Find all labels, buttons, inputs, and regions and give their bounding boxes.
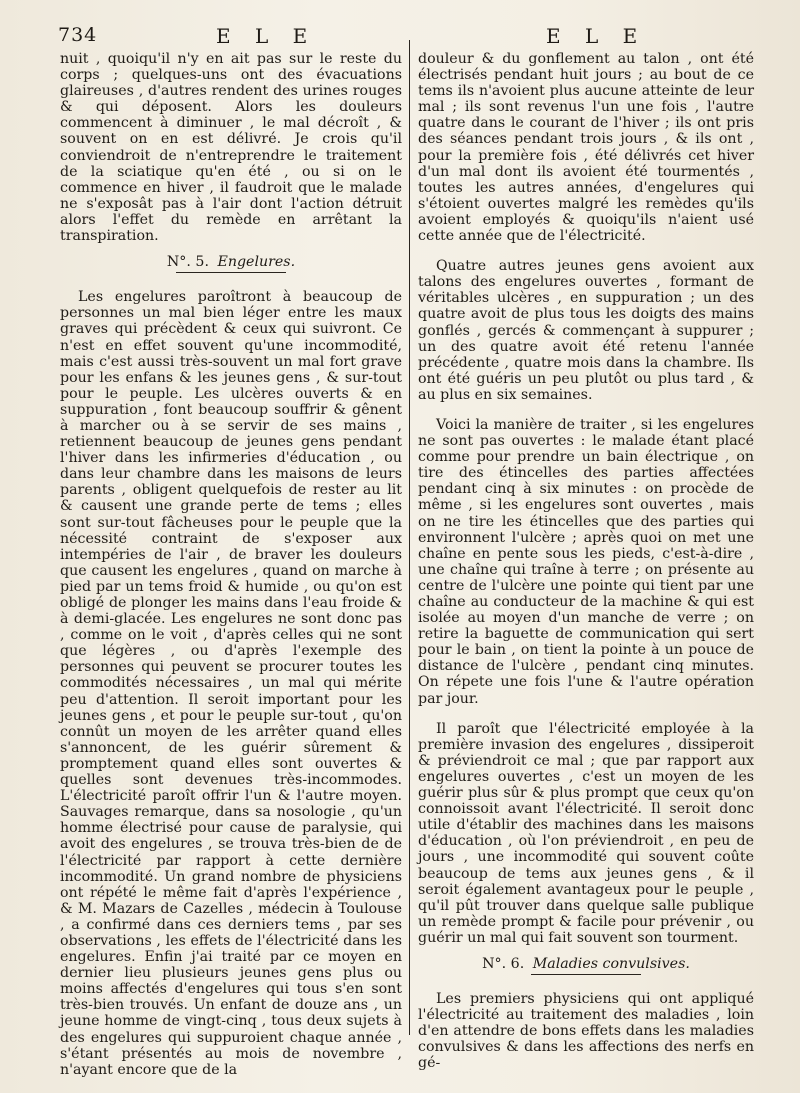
section-title: Engelures.: [217, 254, 296, 271]
running-head-right: E L E: [546, 24, 647, 48]
paragraph-gap: [418, 244, 754, 258]
section-heading-5: [60, 254, 402, 273]
section-title: Maladies convulsives.: [532, 955, 690, 972]
running-head-left: E L E: [216, 24, 317, 48]
left-column: [60, 51, 402, 1078]
paragraph-gap: [418, 707, 754, 721]
paragraph: Les premiers physiciens qui ont appliqué l'électricité au traitement des maladies , loin d'en attendre de bons effets dans les maladies convulsives & dans les affections des nerfs en gé-: [418, 991, 754, 1072]
paragraph: Les engelures paroîtront à beaucoup de personnes un mal bien léger entre les maux graves qui précèdent & ceux qui suivront. Ce n'est en effet souvent qu'une incommodité, mais c'est aussi très-souvent un mal fort grave pour les enfans & les jeunes gens , & sur-tout pour le peuple. Les ulcères ouverts & en suppuration , font beaucoup souffrir & gênent à marcher ou à se servir de ses mains , retiennent beaucoup de jeunes gens pendant l'hiver dans les infirmeries d'éducation , ou dans leur chambre dans les maisons de leurs parents , obligent quelquefois de rester au lit & causent une grande perte de tems ; elles sont sur-tout fâcheuses pour le peuple que la nécessité contraint de s'exposer aux intempéries de l'air , de braver les douleurs que causent les engelures , quand on marche à pied par un tems froid & humide , ou qu'on est obligé de plonger les mains dans l'eau froide & à demi-glacée. Les engelures ne sont donc pas , comme on le voit , d'après celles qui ne sont que légères , ou d'après l'exemple des personnes qui peuvent se procurer toutes les commodités nécessaires , un mal qui mérite peu d'attention. Il seroit important pour les jeunes gens , et pour le peuple sur-tout , qu'on connût un moyen de les arrêter quand elles s'annoncent, de les guérir sûrement & promptement quand elles sont ouvertes & quelles sont devenues très-incommodes. L'électricité paroît offrir l'un & l'autre moyen. Sauvages remarque, dans sa nosologie , qu'un homme électrisé pour cause de paralysie, qui avoit des engelures , se trouva très-bien de de l'électricité par rapport à cette dernière incommodité. Un grand nombre de physiciens ont répété le même fait d'après l'expérience , & M. Mazars de Cazelles , médecin à Toulouse , a confirmé dans ces derniers tems , par ses observations , les effets de l'électricité dans les engelures. Enfin j'ai traité par ce moyen en dernier lieu plusieurs jeunes gens plus ou moins affectés d'engelures qui tous s'en sont très-bien trouvés. Un enfant de douze ans , un jeune homme de vingt-cinq , tous deux sujets à des engelures qui suppuroient chaque année , s'étant présentés au mois de novembre , n'ayant encore que de la: [60, 289, 402, 1078]
heading-rule: [531, 974, 641, 975]
paragraph: nuit , quoiqu'il n'y en ait pas sur le reste du corps ; quelques-uns ont des évacuations glaireuses , d'autres rendent des urines rouges & qui déposent. Alors les douleurs commencent à diminuer , le mal décroît , & souvent on en est délivré. Je crois qu'il conviendroit de n'entreprendre le traitement de la sciatique qu'en été , ou si on le commence en hiver , il faudroit que le malade ne s'exposât pas à l'air dont l'action détruit alors l'effet du remède en arrêtant la transpiration.: [60, 51, 402, 245]
section-heading-6: [418, 956, 754, 975]
paragraph: Voici la manière de traiter , si les engelures ne sont pas ouvertes : le malade étant placé comme pour prendre un bain électrique , on tire des étincelles des parties affectées pendant cinq à six minutes : on procède de même , si les engelures sont ouvertes , mais on ne tire les étincelles que des parties qui environnent l'ulcère ; après quoi on met une chaîne en pente sous les pieds, c'est-à-dire , une chaîne qui traîne à terre ; on présente au centre de l'ulcère une pointe qui tient par une chaîne au conducteur de la machine & qui est isolée au moyen d'un manche de verre ; on retire la baguette de communication qui sert pour le bain , on tient la pointe à un pouce de distance de l'ulcère , pendant cinq minutes. On répete une fois l'une & l'autre opération par jour.: [418, 416, 754, 707]
section-number: N°. 5.: [166, 254, 209, 271]
column-divider: [409, 40, 410, 1035]
page-header: [0, 22, 800, 52]
paragraph: Quatre autres jeunes gens avoient aux talons des engelures ouvertes , formant de véritables ulcères , en suppuration ; un des quatre avoit de plus tous les doigts des mains gonflés , gercés & commençant à suppurer ; un des quatre avoit été retenu l'année précédente , quatre mois dans la chambre. Ils ont été guéris un peu plutôt ou plus tard , & au plus en six semaines.: [418, 258, 754, 403]
heading-rule: [176, 272, 286, 273]
section-number: N°. 6.: [482, 955, 525, 972]
paragraph: douleur & du gonflement au talon , ont été électrisés pendant huit jours ; au bout de ce tems ils n'avoient plus aucune atteinte de leur mal ; ils sont revenus l'un une fois , l'autre quatre dans le courant de l'hiver ; ils ont pris des séances pendant trois jours , & ils ont , pour la première fois , été délivrés cet hiver d'un mal dont ils avoient été tourmentés , toutes les autres années, d'engelures qui s'étoient ouvertes malgré les remèdes qu'ils avoient employés & quoiqu'ils n'aient usé cette année que de l'électricité.: [418, 51, 754, 245]
page-number: 734: [58, 24, 98, 46]
right-column: [418, 51, 754, 1072]
paragraph: Il paroît que l'électricité employée à la première invasion des engelures , dissiperoit & préviendroit ce mal ; que par rapport aux engelures ouvertes , c'est un moyen de les guérir plus sûr & plus prompt que ceux qu'on connoissoit avant l'électricité. Il seroit donc utile d'établir des machines dans les maisons d'éducation , où l'on préviendroit , en peu de jours , une incommodité qui souvent coûte beaucoup de tems aux jeunes gens , & il seroit également avantageux pour le peuple , qu'il pût trouver dans quelque salle publique un remède prompt & facile pour prévenir , ou guérir un mal qui fait souvent son tourment.: [418, 720, 754, 946]
paragraph-gap: [418, 403, 754, 417]
